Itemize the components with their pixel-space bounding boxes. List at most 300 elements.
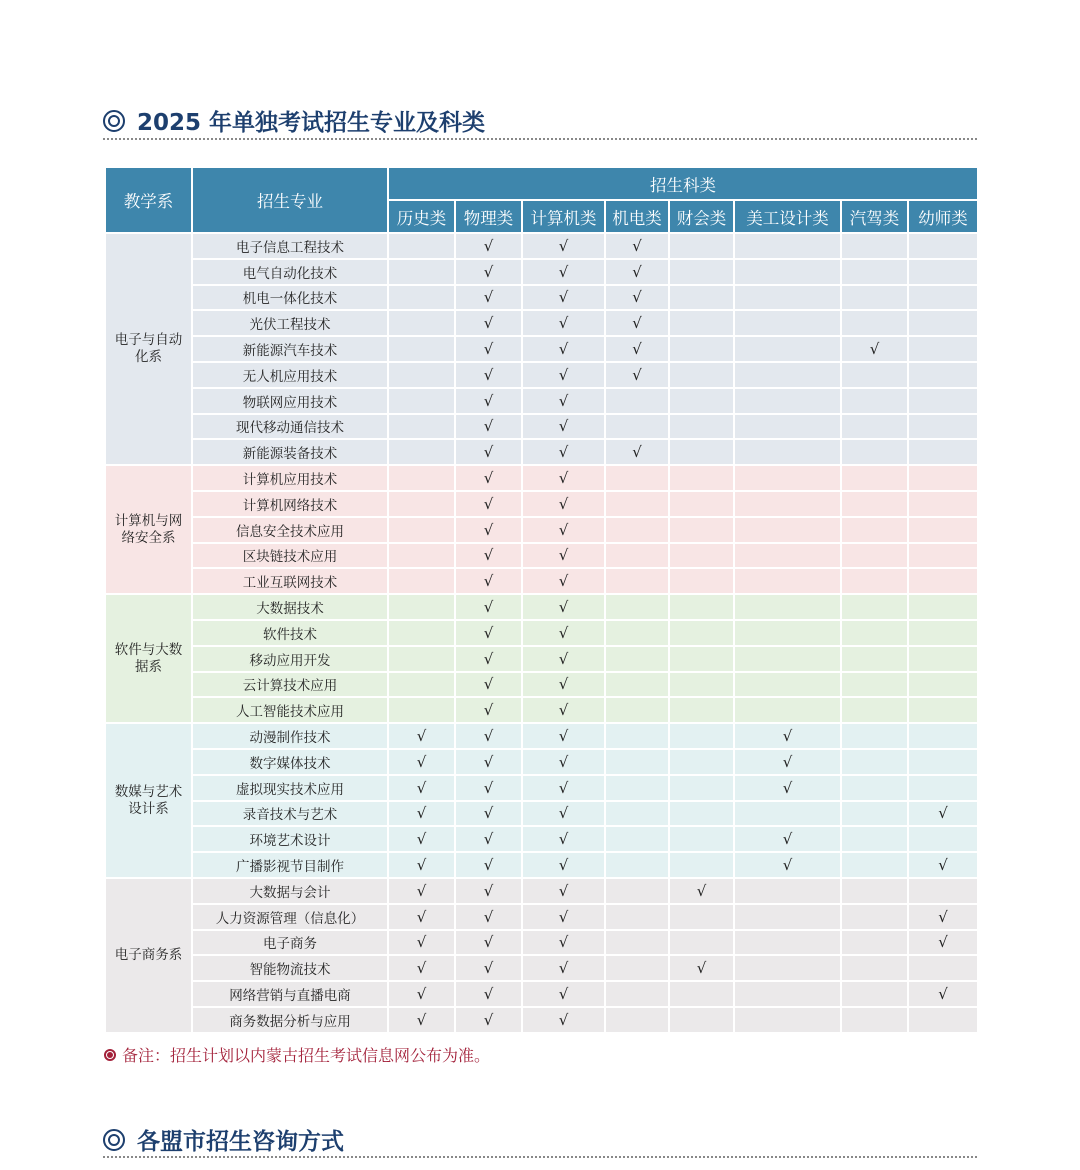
category-cell [388,852,455,878]
category-cell [734,517,841,543]
category-cell [522,259,605,285]
category-cell [388,1007,455,1033]
major-cell: 大数据技术 [192,594,388,620]
header-category: 历史类 [388,200,455,233]
check-icon: √ [483,340,494,359]
table-row [105,414,978,440]
category-cell [841,801,908,827]
category-cell [455,826,522,852]
category-cell [605,543,669,569]
category-cell [734,568,841,594]
category-cell [669,749,734,775]
header-category: 机电类 [605,200,669,233]
category-cell [455,620,522,646]
check-icon: √ [483,752,494,771]
category-cell [522,930,605,956]
check-icon: √ [632,236,642,255]
bullet-icon [104,1049,116,1061]
check-icon: √ [696,881,707,900]
category-cell [908,697,978,723]
check-icon: √ [483,391,494,410]
major-cell: 电子商务 [192,930,388,956]
check-icon: √ [483,959,494,978]
check-icon: √ [483,830,494,849]
category-cell [908,310,978,336]
category-cell [669,310,734,336]
table-row [105,336,978,362]
table-row [105,285,978,311]
category-cell [522,646,605,672]
check-icon: √ [696,959,707,978]
check-icon: √ [416,907,427,926]
category-cell [522,465,605,491]
check-icon: √ [782,778,793,797]
category-cell [605,439,669,465]
table-row [105,826,978,852]
category-cell [669,620,734,646]
category-cell [605,955,669,981]
category-cell [388,723,455,749]
category-cell [669,543,734,569]
check-icon: √ [483,778,494,797]
category-cell [669,930,734,956]
category-cell [734,388,841,414]
category-cell [605,594,669,620]
check-icon: √ [558,701,569,720]
category-cell [522,594,605,620]
table-row [105,697,978,723]
category-cell [908,233,978,259]
check-icon: √ [483,727,494,746]
header-major: 招生专业 [192,167,388,233]
category-cell [605,285,669,311]
category-cell [734,749,841,775]
table-row [105,568,978,594]
category-cell [908,285,978,311]
category-cell [734,491,841,517]
category-cell [734,981,841,1007]
major-cell: 无人机应用技术 [192,362,388,388]
category-cell [734,1007,841,1033]
department-cell: 数媒与艺术设计系 [105,723,192,878]
note-text: 备注：招生计划以内蒙古招生考试信息网公布为准。 [122,1046,491,1065]
check-icon: √ [558,314,569,333]
category-cell [734,362,841,388]
major-cell: 环境艺术设计 [192,826,388,852]
check-icon: √ [558,572,569,591]
check-icon: √ [416,752,427,771]
category-cell [605,723,669,749]
category-cell [605,491,669,517]
category-cell [455,930,522,956]
check-icon: √ [483,288,494,307]
category-cell [841,285,908,311]
check-icon: √ [416,727,427,746]
check-icon: √ [416,830,427,849]
category-cell [388,981,455,1007]
table-row [105,775,978,801]
major-cell: 移动应用开发 [192,646,388,672]
category-cell [908,852,978,878]
category-cell [388,878,455,904]
check-icon: √ [558,959,569,978]
category-cell [669,878,734,904]
category-cell [455,801,522,827]
check-icon: √ [632,365,642,384]
category-cell [734,233,841,259]
check-icon: √ [558,881,569,900]
category-cell [841,568,908,594]
category-cell [734,465,841,491]
table-row [105,801,978,827]
category-cell [455,285,522,311]
category-cell [908,388,978,414]
check-icon: √ [558,675,569,694]
note [104,1043,490,1066]
category-cell [605,310,669,336]
check-icon: √ [558,391,569,410]
check-icon: √ [558,262,569,281]
category-cell [388,491,455,517]
category-cell [455,414,522,440]
category-cell [841,259,908,285]
category-cell [734,259,841,285]
check-icon: √ [558,417,569,436]
section-title-text: 各盟市招生咨询方式 [137,1129,344,1155]
check-icon: √ [558,830,569,849]
check-icon: √ [782,727,793,746]
check-icon: √ [483,1010,494,1029]
category-cell [522,233,605,259]
category-cell [841,775,908,801]
category-cell [908,826,978,852]
check-icon: √ [483,881,494,900]
header-department: 教学系 [105,167,192,233]
header-category: 幼师类 [908,200,978,233]
category-cell [908,646,978,672]
category-cell [455,336,522,362]
category-cell [908,465,978,491]
category-cell [605,749,669,775]
category-cell [522,439,605,465]
category-cell [908,955,978,981]
major-cell: 网络营销与直播电商 [192,981,388,1007]
category-cell [388,543,455,569]
category-cell [908,878,978,904]
category-cell [605,981,669,1007]
check-icon: √ [483,907,494,926]
category-cell [388,775,455,801]
department-cell: 电子与自动化系 [105,233,192,465]
category-cell [522,723,605,749]
category-cell [734,775,841,801]
category-cell [908,517,978,543]
category-cell [522,517,605,543]
category-cell [455,852,522,878]
table-row [105,620,978,646]
department-cell: 计算机与网络安全系 [105,465,192,594]
table-row [105,310,978,336]
category-cell [455,439,522,465]
check-icon: √ [483,623,494,642]
category-cell [388,620,455,646]
check-icon: √ [558,598,569,617]
category-cell [669,517,734,543]
major-cell: 新能源汽车技术 [192,336,388,362]
major-cell: 信息安全技术应用 [192,517,388,543]
category-cell [908,672,978,698]
category-cell [522,775,605,801]
category-cell [734,904,841,930]
check-icon: √ [632,314,642,333]
check-icon: √ [558,365,569,384]
header-category: 物理类 [455,200,522,233]
check-icon: √ [632,288,642,307]
category-cell [605,336,669,362]
category-cell [841,826,908,852]
category-cell [841,955,908,981]
category-cell [734,285,841,311]
category-cell [388,904,455,930]
category-cell [841,723,908,749]
table-row [105,904,978,930]
category-cell [669,981,734,1007]
category-cell [734,930,841,956]
category-cell [841,981,908,1007]
table-row [105,749,978,775]
check-icon: √ [483,572,494,591]
category-cell [455,955,522,981]
check-icon: √ [869,340,880,359]
category-cell [669,723,734,749]
category-cell [734,620,841,646]
major-cell: 电气自动化技术 [192,259,388,285]
category-cell [841,646,908,672]
category-cell [455,904,522,930]
category-cell [734,646,841,672]
category-cell [841,904,908,930]
category-cell [388,594,455,620]
check-icon: √ [632,443,642,462]
category-cell [455,543,522,569]
category-cell [455,981,522,1007]
check-icon: √ [483,365,494,384]
check-icon: √ [483,675,494,694]
category-cell [522,543,605,569]
header-category: 财会类 [669,200,734,233]
check-icon: √ [416,804,427,823]
category-cell [841,852,908,878]
category-cell [669,491,734,517]
major-cell: 新能源装备技术 [192,439,388,465]
category-cell [605,362,669,388]
category-cell [522,955,605,981]
check-icon: √ [558,933,569,952]
category-cell [522,388,605,414]
check-icon: √ [782,856,793,875]
check-icon: √ [483,701,494,720]
category-cell [841,672,908,698]
category-cell [455,233,522,259]
category-cell [908,723,978,749]
category-cell [841,233,908,259]
category-cell [908,981,978,1007]
category-cell [908,414,978,440]
major-cell: 计算机应用技术 [192,465,388,491]
check-icon: √ [632,262,642,281]
table-row [105,465,978,491]
category-cell [605,672,669,698]
category-cell [908,594,978,620]
category-cell [605,388,669,414]
category-cell [522,568,605,594]
check-icon: √ [558,1010,569,1029]
table-row [105,259,978,285]
header-categories: 招生科类 [388,167,978,200]
category-cell [669,285,734,311]
category-cell [841,1007,908,1033]
check-icon: √ [558,727,569,746]
category-cell [388,233,455,259]
check-icon: √ [483,417,494,436]
category-cell [841,930,908,956]
department-cell: 软件与大数据系 [105,594,192,723]
table-row [105,723,978,749]
category-cell [908,439,978,465]
check-icon: √ [558,469,569,488]
category-cell [605,517,669,543]
category-cell [455,646,522,672]
category-cell [388,362,455,388]
category-cell [734,955,841,981]
category-cell [841,414,908,440]
check-icon: √ [483,469,494,488]
table-row [105,362,978,388]
category-cell [455,362,522,388]
category-cell [908,801,978,827]
category-cell [734,878,841,904]
category-cell [388,465,455,491]
category-cell [669,646,734,672]
major-cell: 人力资源管理（信息化） [192,904,388,930]
category-cell [734,826,841,852]
category-cell [908,904,978,930]
category-cell [605,259,669,285]
table-row [105,852,978,878]
table-row [105,955,978,981]
category-cell [388,646,455,672]
category-cell [908,336,978,362]
category-cell [388,310,455,336]
category-cell [908,259,978,285]
category-cell [669,414,734,440]
department-cell: 电子商务系 [105,878,192,1033]
category-cell [841,336,908,362]
category-cell [605,775,669,801]
category-cell [908,749,978,775]
major-cell: 机电一体化技术 [192,285,388,311]
category-cell [388,517,455,543]
category-cell [908,620,978,646]
category-cell [841,517,908,543]
category-cell [605,465,669,491]
check-icon: √ [558,340,569,359]
table-row [105,543,978,569]
major-cell: 智能物流技术 [192,955,388,981]
category-cell [669,594,734,620]
major-cell: 电子信息工程技术 [192,233,388,259]
category-cell [734,543,841,569]
category-cell [388,336,455,362]
category-cell [455,259,522,285]
major-cell: 商务数据分析与应用 [192,1007,388,1033]
check-icon: √ [483,546,494,565]
category-cell [734,801,841,827]
category-cell [455,517,522,543]
category-cell [734,852,841,878]
category-cell [669,904,734,930]
check-icon: √ [483,520,494,539]
header-category: 汽驾类 [841,200,908,233]
category-cell [605,1007,669,1033]
category-cell [669,336,734,362]
check-icon: √ [483,262,494,281]
category-cell [522,749,605,775]
table-row [105,439,978,465]
major-cell: 光伏工程技术 [192,310,388,336]
major-cell: 大数据与会计 [192,878,388,904]
category-cell [388,259,455,285]
major-cell: 工业互联网技术 [192,568,388,594]
category-cell [841,697,908,723]
check-icon: √ [558,985,569,1003]
category-cell [669,362,734,388]
category-cell [734,414,841,440]
category-cell [522,672,605,698]
category-cell [669,1007,734,1033]
category-cell [841,491,908,517]
category-cell [605,414,669,440]
category-cell [522,826,605,852]
category-cell [734,336,841,362]
table-row [105,517,978,543]
category-cell [455,1007,522,1033]
category-cell [734,439,841,465]
category-cell [522,904,605,930]
category-cell [669,439,734,465]
category-cell [605,646,669,672]
check-icon: √ [558,520,569,539]
check-icon: √ [632,340,642,359]
category-cell [841,439,908,465]
category-cell [669,259,734,285]
category-cell [455,568,522,594]
category-cell [669,388,734,414]
category-cell [388,672,455,698]
check-icon: √ [483,804,494,823]
category-cell [388,414,455,440]
check-icon: √ [558,546,569,565]
category-cell [841,878,908,904]
check-icon: √ [558,236,569,255]
majors-table [104,166,979,1034]
category-cell [388,930,455,956]
check-icon: √ [782,830,793,849]
check-icon: √ [483,494,494,513]
category-cell [841,388,908,414]
header-category: 美工设计类 [734,200,841,233]
table-row [105,388,978,414]
